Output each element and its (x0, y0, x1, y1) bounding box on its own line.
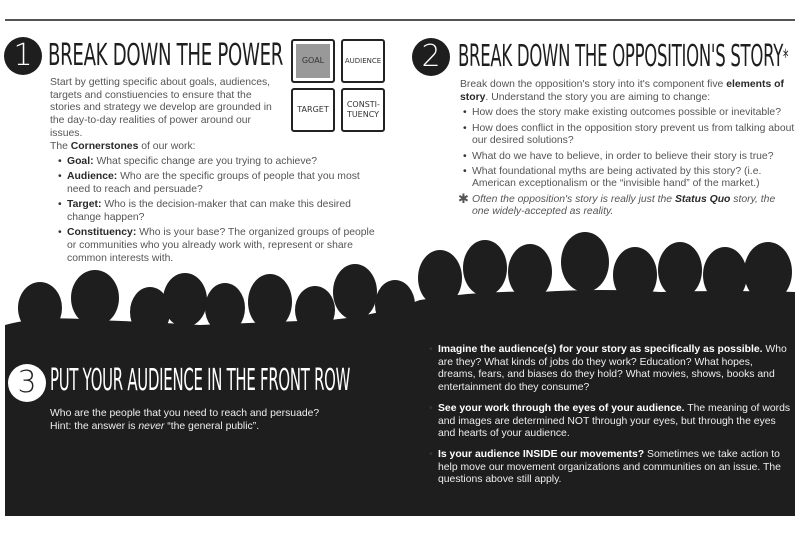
section-2-title (458, 38, 788, 76)
desc: Who is the decision-maker that can make this desired change happen? (67, 199, 351, 224)
step-1-badge: 1 (4, 37, 42, 75)
intro-line: Who are the people that you need to reach and persuade? (50, 408, 320, 419)
desc: The meaning of words and images are determined NOT through your eyes, but through the eyes and hearts of your audience. (438, 402, 791, 440)
section-1-intro (50, 77, 285, 153)
section-3-intro (50, 408, 380, 433)
status-quo-note (458, 190, 795, 219)
cornerstones-bold: Cornerstones (70, 140, 139, 152)
term: Is your audience INSIDE our movements? (438, 448, 645, 460)
desc: What specific change are you trying to achieve? (93, 156, 318, 168)
list-item (67, 171, 385, 196)
term: Imagine the audience(s) for your story as specifically as possible. (438, 344, 763, 355)
list-item (67, 156, 385, 169)
hint-line (50, 421, 380, 434)
asterisk-icon: ✱ (458, 190, 469, 206)
list-item: • How does conflict in the opposition story prevent us from talking about our desired solutions? (472, 123, 795, 148)
intro-bold: elements of story (460, 79, 784, 103)
step-3-badge: 3 (8, 364, 46, 402)
title-text: BREAK DOWN THE OPPOSITION'S STORY (458, 39, 784, 74)
list-item (438, 449, 791, 487)
note-bold: Status Quo (674, 193, 731, 205)
audience-box: AUDIENCE (341, 39, 385, 83)
desc: Who are the specific groups of people that you most need to reach and persuade? (67, 171, 360, 196)
desc: Who are they? What kinds of jobs do they work? Education? What hopes, dreams, fears, and biases do they hold? What movies, shows, books and entertainment do they consume? (438, 344, 787, 394)
asterisk-icon: * (783, 45, 789, 69)
term: Audience: (67, 171, 118, 183)
intro-text: Start by getting specific about goals, audiences, targets and constiuencies to ensure that the stories and strategy we develop are grounded in the day-to-day realities of power around our issues. (50, 77, 272, 139)
hint-post: “the general public”. (164, 420, 260, 432)
list-item (438, 344, 791, 395)
list-item: • What do we have to believe, in order to believe their story is true? (472, 151, 795, 164)
crowd-silhouette (0, 230, 800, 340)
term: See your work through the eyes of your audience. (438, 402, 685, 414)
list-item: • How does the story make existing outcomes possible or inevitable? (472, 107, 795, 120)
section-1-title: BREAK DOWN THE POWER (48, 38, 284, 73)
term: Target: (67, 199, 102, 211)
hint-em: never (138, 420, 165, 432)
intro-pre: Break down the opposition's story into it's component five (460, 79, 727, 90)
cornerstones-post: of our work: (138, 140, 196, 152)
step-2-badge: 2 (412, 38, 450, 76)
section-3-list (426, 342, 791, 490)
term: Goal: (67, 156, 94, 168)
desc: Sometimes we take action to help move our movement organizations and communities on an issue. The questions above still apply. (438, 448, 781, 486)
goal-box: GOAL (291, 39, 335, 83)
list-item: • What foundational myths are being activated by this story? (i.e. American exceptionalism or the “invisible hand” of the market.) (472, 166, 795, 191)
note-pre: Often the opposition's story is really just the (472, 193, 675, 205)
cornerstones-pre: The (50, 140, 71, 152)
intro-post: . Understand the story you are aiming to change: (485, 91, 711, 103)
hint-pre: Hint: the answer is (50, 420, 139, 432)
term: Constituency: (67, 227, 137, 239)
desc: Who is your base? The organized groups of people or communities who you already work with, represent or share common interests with. (67, 227, 375, 264)
top-rule (5, 19, 795, 21)
section-2-body (460, 79, 795, 219)
note-post: story, the one widely-accepted as reality. (472, 193, 776, 218)
list-item (438, 403, 791, 441)
constituency-box: CONSTI-TUENCY (341, 88, 385, 132)
section-3-title: PUT YOUR AUDIENCE IN THE FRONT ROW (50, 363, 351, 398)
list-item (67, 199, 385, 224)
target-box: TARGET (291, 88, 335, 132)
